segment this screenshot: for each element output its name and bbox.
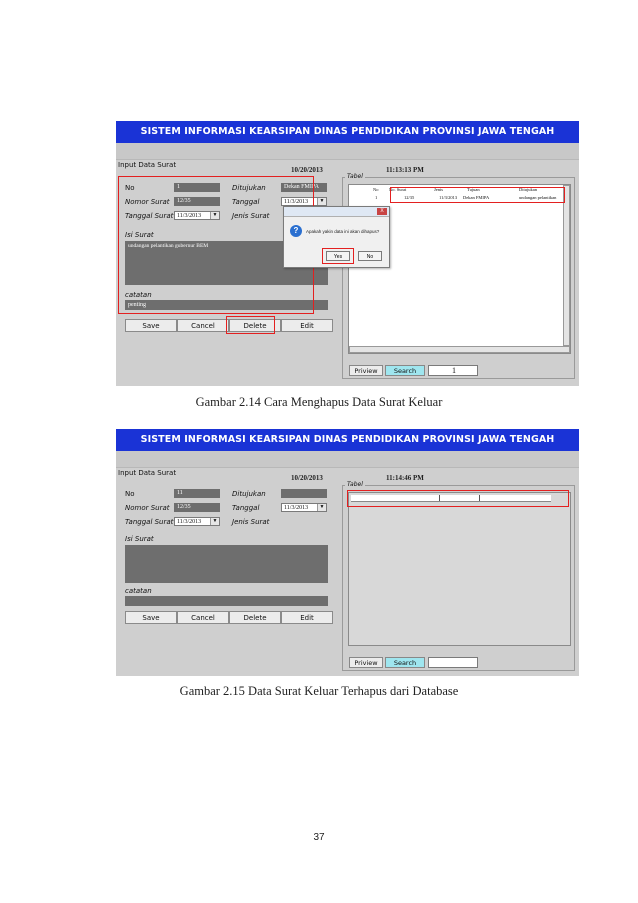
grid-cell-no[interactable]: 1 xyxy=(375,195,378,200)
label-jenis-surat: Jenis Surat xyxy=(232,518,270,526)
title-strip xyxy=(116,451,579,467)
tanggal-surat-dropdown[interactable] xyxy=(174,517,220,526)
preview-button[interactable]: Priview xyxy=(349,365,383,376)
label-tabel: Tabel xyxy=(347,481,363,488)
section-title: Input Data Surat xyxy=(118,161,177,169)
form-area xyxy=(116,467,579,676)
chevron-down-icon[interactable]: ▼ xyxy=(317,504,326,511)
dialog-yes-button[interactable]: Yes xyxy=(326,251,350,261)
app-title-bar: SISTEM INFORMASI KEARSIPAN DINAS PENDIDIKAN PROVINSI JAWA TENGAH xyxy=(116,121,579,143)
catatan-field[interactable] xyxy=(125,596,328,606)
form-area xyxy=(116,159,579,386)
tanggal-surat-value: 11/3/2013 xyxy=(177,519,202,525)
edit-button[interactable]: Edit xyxy=(281,611,333,624)
date-display: 10/20/2013 xyxy=(291,166,323,174)
cancel-button[interactable]: Cancel xyxy=(177,319,229,332)
screenshot-delete-dialog xyxy=(116,121,579,386)
preview-button[interactable]: Priview xyxy=(349,657,383,668)
label-isi-surat: Isi Surat xyxy=(125,535,154,543)
tanggal-dropdown[interactable] xyxy=(281,503,327,512)
question-icon: ? xyxy=(290,225,302,237)
tanggal-value: 11/3/2013 xyxy=(284,505,309,511)
grid-header-tujuan: Tujuan xyxy=(467,187,480,192)
label-catatan: catatan xyxy=(125,587,152,595)
chevron-down-icon[interactable]: ▼ xyxy=(317,198,326,205)
search-button[interactable]: Search xyxy=(385,365,425,376)
figure-caption-1: Gambar 2.14 Cara Menghapus Data Surat Keluar xyxy=(195,395,443,409)
label-nomor-surat: Nomor Surat xyxy=(125,504,170,512)
grid-cell-isi[interactable]: undangan pelantikan xyxy=(519,195,557,200)
search-input[interactable]: 1 xyxy=(428,365,478,376)
isi-surat-textarea[interactable] xyxy=(125,545,328,583)
save-button[interactable]: Save xyxy=(125,319,177,332)
tanggal-surat-value: 11/3/2013 xyxy=(177,213,202,219)
isi-surat-value: undangan pelantikan gubernur BEM xyxy=(128,243,209,249)
chevron-down-icon[interactable]: ▼ xyxy=(210,212,219,219)
label-tanggal-surat: Tanggal Surat xyxy=(125,518,174,526)
chevron-down-icon[interactable]: ▼ xyxy=(210,518,219,525)
label-no: No xyxy=(125,490,135,498)
nomor-surat-field[interactable]: 12/35 xyxy=(174,503,220,512)
label-tabel: Tabel xyxy=(347,173,363,180)
highlight-delete-button xyxy=(226,316,275,334)
delete-button[interactable]: Delete xyxy=(229,319,281,332)
grid-cell-nosurat[interactable]: 12/35 xyxy=(404,195,415,200)
ditujukan-field[interactable] xyxy=(281,489,327,498)
nomor-surat-field[interactable]: 12/35 xyxy=(174,197,220,206)
date-display: 10/20/2013 xyxy=(291,474,323,482)
title-strip xyxy=(116,143,579,159)
tanggal-value: 11/3/2013 xyxy=(284,199,309,205)
edit-button[interactable]: Edit xyxy=(281,319,333,332)
highlight-table-row xyxy=(390,187,565,203)
label-catatan: catatan xyxy=(125,291,152,299)
cancel-button[interactable]: Cancel xyxy=(177,611,229,624)
dialog-no-button[interactable]: No xyxy=(358,251,382,261)
highlight-yes-button xyxy=(322,248,354,264)
grid-cell-ditujukan[interactable]: Dekan FMIPA xyxy=(463,195,490,200)
no-field[interactable]: 1 xyxy=(174,183,220,192)
ditujukan-field[interactable]: Dekan FMIPA xyxy=(281,183,327,192)
vertical-scrollbar[interactable] xyxy=(563,185,570,346)
screenshot-after-delete xyxy=(116,429,579,676)
save-button[interactable]: Save xyxy=(125,611,177,624)
label-jenis-surat: Jenis Surat xyxy=(232,212,270,220)
time-display: 11:14:46 PM xyxy=(386,474,424,482)
section-title: Input Data Surat xyxy=(118,469,177,477)
grid-header-jenis: Jenis xyxy=(434,187,443,192)
grid-header-nosurat: No. Surat xyxy=(389,187,407,192)
label-ditujukan: Ditujukan xyxy=(232,184,266,192)
grid-header-no: No xyxy=(373,187,379,192)
label-tanggal: Tanggal xyxy=(232,198,260,206)
label-tanggal-surat: Tanggal Surat xyxy=(125,212,174,220)
search-input[interactable] xyxy=(428,657,478,668)
time-display: 11:13:13 PM xyxy=(386,166,424,174)
label-tanggal: Tanggal xyxy=(232,504,260,512)
close-icon[interactable]: X xyxy=(377,208,387,215)
dialog-title-bar xyxy=(284,207,389,217)
label-isi-surat: Isi Surat xyxy=(125,231,154,239)
label-nomor-surat: Nomor Surat xyxy=(125,198,170,206)
horizontal-scrollbar[interactable] xyxy=(349,346,570,353)
catatan-field[interactable]: penting xyxy=(125,300,328,310)
dialog-message: Apakah yakin data ini akan dihapus? xyxy=(306,229,380,234)
app-title-bar: SISTEM INFORMASI KEARSIPAN DINAS PENDIDIKAN PROVINSI JAWA TENGAH xyxy=(116,429,579,451)
figure-caption-2: Gambar 2.15 Data Surat Keluar Terhapus dari Database xyxy=(179,684,459,698)
search-button[interactable]: Search xyxy=(385,657,425,668)
grid-header-ditujukan: Ditujukan xyxy=(519,187,537,192)
label-no: No xyxy=(125,184,135,192)
page-number: 37 xyxy=(313,832,325,843)
delete-button[interactable]: Delete xyxy=(229,611,281,624)
delete-confirm-dialog xyxy=(283,206,390,268)
highlight-empty-table xyxy=(347,490,569,507)
grid-cell-tanggal[interactable]: 11/3/2013 xyxy=(439,195,458,200)
no-field[interactable]: 11 xyxy=(174,489,220,498)
label-ditujukan: Ditujukan xyxy=(232,490,266,498)
data-grid[interactable] xyxy=(348,492,571,646)
